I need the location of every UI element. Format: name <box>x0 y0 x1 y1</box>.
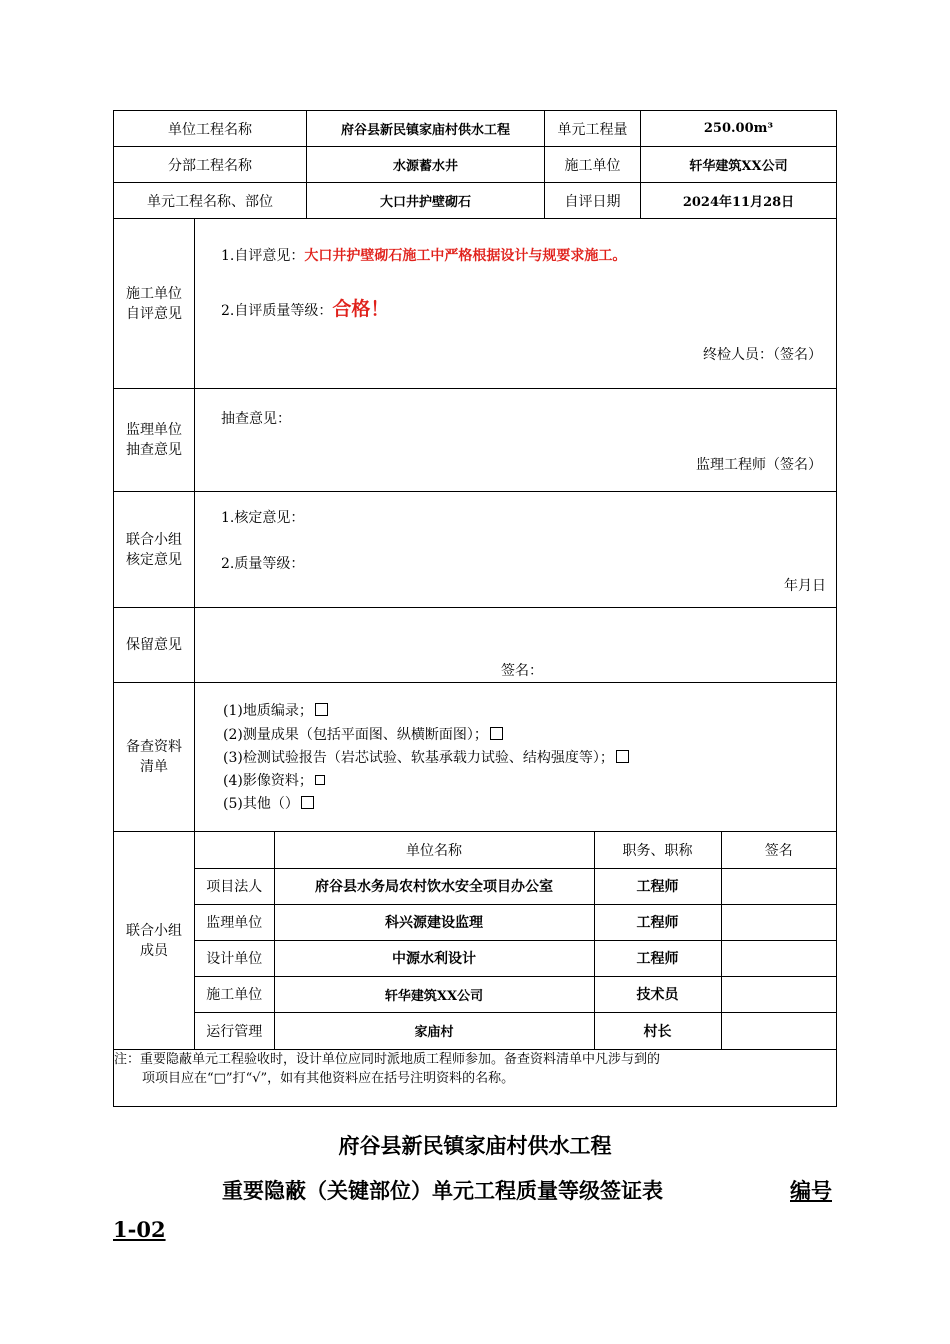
contractor-label: 施工单位 <box>545 147 641 183</box>
joint-review-label <box>114 492 195 608</box>
joint-review-grade: 2.质量等级： <box>221 556 305 572</box>
row-element <box>114 183 837 219</box>
materials-item-text: (3)检测试验报告（岩芯试验、软基承载力试验、结构强度等）； <box>223 750 614 766</box>
checkbox-icon[interactable] <box>315 703 328 716</box>
self-eval-grade-prefix: 2.自评质量等级： <box>221 303 333 319</box>
joint-review-opinion: 1.核定意见： <box>221 510 305 526</box>
materials-label-line2: 清单 <box>140 759 168 775</box>
member-role: 施工单位 <box>195 976 274 1012</box>
materials-item-text: (4)影像资料； <box>223 773 313 789</box>
member-role: 设计单位 <box>195 940 274 976</box>
self-eval-grade-text: 合格！ <box>332 298 390 320</box>
note-line1: 注：重要隐蔽单元工程验收时，设计单位应同时派地质工程师参加。备查资料清单中凡涉与到的 <box>114 1052 661 1067</box>
row-materials <box>114 683 837 832</box>
supervision-label-line1: 监理单位 <box>126 422 182 438</box>
checkbox-icon[interactable] <box>490 727 503 740</box>
unit-project-label: 单位工程名称 <box>114 111 307 147</box>
materials-label-line1: 备查资料 <box>126 739 182 755</box>
element-value: 大口井护壁砌石 <box>307 183 545 219</box>
self-eval-opinion-prefix: 1.自评意见： <box>221 248 305 264</box>
member-role: 运行管理 <box>195 1012 274 1049</box>
member-unit: 府谷县水务局农村饮水安全项目办公室 <box>274 868 594 904</box>
self-eval-label-line1: 施工单位 <box>126 285 182 302</box>
member-sign-field[interactable] <box>721 904 836 940</box>
row-joint-review <box>114 492 837 608</box>
supervision-body <box>195 389 837 492</box>
unit-project-value: 府谷县新民镇家庙村供水工程 <box>307 111 545 147</box>
members-header-row <box>195 832 836 868</box>
unit-quantity-value: 250.00m³ <box>641 111 837 147</box>
row-note <box>114 1050 837 1107</box>
members-table <box>195 832 836 1049</box>
materials-item-text: (5)其他（） <box>223 796 299 812</box>
member-title: 工程师 <box>594 904 721 940</box>
member-title: 工程师 <box>594 868 721 904</box>
joint-review-date: 年月日 <box>784 578 826 594</box>
member-unit: 轩华建筑XX公司 <box>274 976 594 1012</box>
members-label <box>114 832 195 1050</box>
checkbox-icon[interactable] <box>616 750 629 763</box>
quality-certification-table <box>113 110 837 1107</box>
self-eval-signer: 终检人员：（签名） <box>703 347 822 363</box>
member-sign-field[interactable] <box>721 940 836 976</box>
note-line2: 项项目应在“□”打“√”，如有其他资料应在括号注明资料的名称。 <box>142 1071 515 1086</box>
row-sub-project <box>114 147 837 183</box>
materials-body <box>195 683 837 832</box>
col-title-header: 职务、职称 <box>594 832 721 868</box>
member-role: 监理单位 <box>195 904 274 940</box>
member-sign-field[interactable] <box>721 976 836 1012</box>
self-eval-grade-line <box>221 294 389 321</box>
sub-project-label: 分部工程名称 <box>114 147 307 183</box>
member-sign-field[interactable] <box>721 1012 836 1049</box>
self-eval-body <box>195 219 837 389</box>
member-title: 村长 <box>594 1012 721 1049</box>
table-row <box>195 868 836 904</box>
footer-number-label: 编号 <box>790 1178 832 1203</box>
checkbox-icon[interactable] <box>301 796 314 809</box>
row-members <box>114 832 837 1050</box>
col-unit-header: 单位名称 <box>274 832 594 868</box>
joint-review-label-line2: 核定意见 <box>126 551 182 568</box>
col-sign-header: 签名 <box>721 832 836 868</box>
member-sign-field[interactable] <box>721 868 836 904</box>
contractor-value: 轩华建筑XX公司 <box>641 147 837 183</box>
member-unit: 科兴源建设监理 <box>274 904 594 940</box>
members-label-line1: 联合小组 <box>126 922 182 939</box>
members-body <box>195 832 837 1050</box>
supervision-label-line2: 抽查意见 <box>126 442 182 458</box>
note-cell <box>114 1050 837 1107</box>
materials-item <box>223 724 503 744</box>
materials-label <box>114 683 195 832</box>
materials-item-text: (2)测量成果（包括平面图、纵横断面图）； <box>223 727 488 743</box>
self-date-value: 2024年11月28日 <box>641 183 837 219</box>
self-eval-label <box>114 219 195 389</box>
table-row <box>195 904 836 940</box>
self-eval-opinion-text: 大口井护壁砌石施工中严格根据设计与规要求施工。 <box>304 248 627 264</box>
row-unit-project <box>114 111 837 147</box>
reserved-body <box>195 608 837 683</box>
members-label-line2: 成员 <box>140 942 168 959</box>
self-eval-label-line2: 自评意见 <box>126 305 182 322</box>
self-eval-opinion-line <box>221 245 626 265</box>
materials-item <box>223 793 314 813</box>
supervision-signer: 监理工程师（签名） <box>696 457 822 473</box>
table-row <box>195 1012 836 1049</box>
materials-item <box>223 747 629 767</box>
table-row <box>195 940 836 976</box>
row-self-evaluation <box>114 219 837 389</box>
checkbox-icon[interactable] <box>315 775 325 785</box>
self-date-label: 自评日期 <box>545 183 641 219</box>
supervision-opinion: 抽查意见： <box>221 411 291 427</box>
member-role: 项目法人 <box>195 868 274 904</box>
joint-review-body <box>195 492 837 608</box>
materials-item <box>223 700 328 720</box>
footer-form-title: 重要隐蔽（关键部位）单元工程质量等级签证表 <box>222 1178 663 1203</box>
member-unit: 中源水利设计 <box>274 940 594 976</box>
row-supervision <box>114 389 837 492</box>
row-reserved <box>114 608 837 683</box>
unit-quantity-label: 单元工程量 <box>545 111 641 147</box>
table-row <box>195 976 836 1012</box>
footer-number-value: 1-02 <box>113 1217 166 1242</box>
materials-item <box>223 770 325 790</box>
reserved-signer: 签名： <box>501 663 543 679</box>
member-title: 工程师 <box>594 940 721 976</box>
reserved-label: 保留意见 <box>114 608 195 683</box>
member-title: 技术员 <box>594 976 721 1012</box>
sub-project-value: 水源蓄水井 <box>307 147 545 183</box>
supervision-label <box>114 389 195 492</box>
member-unit: 家庙村 <box>274 1012 594 1049</box>
materials-item-text: (1)地质编录； <box>223 703 313 719</box>
footer-project-title: 府谷县新民镇家庙村供水工程 <box>338 1133 612 1158</box>
joint-review-label-line1: 联合小组 <box>126 531 182 548</box>
element-label: 单元工程名称、部位 <box>114 183 307 219</box>
